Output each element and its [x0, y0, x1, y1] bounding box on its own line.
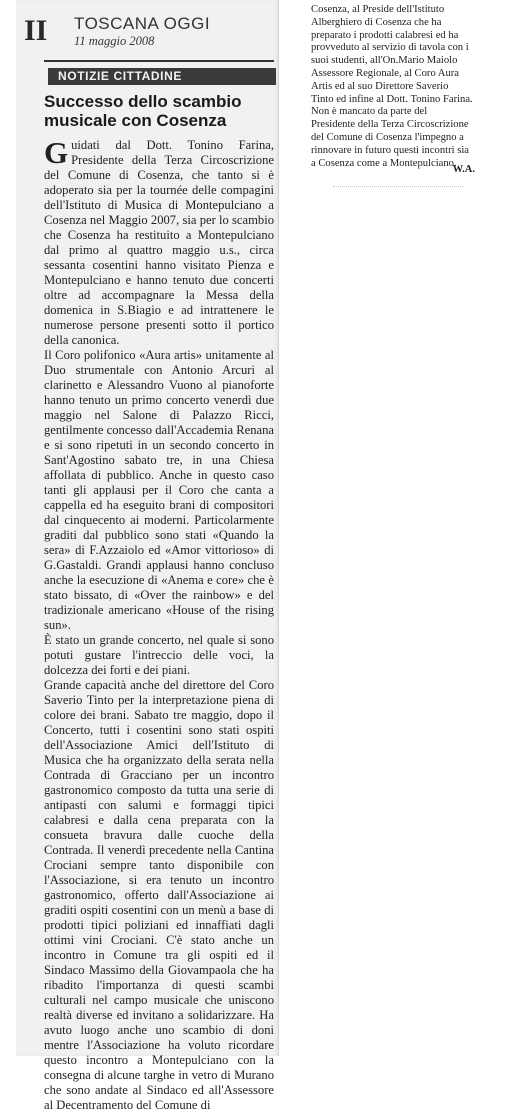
- newspaper-name: TOSCANA OGGI: [74, 14, 211, 33]
- lead-paragraph: [44, 135, 274, 348]
- lead-text: uidati dal Dott. Tonino Farina, Presidente della Terza Circoscrizione del Comune di Cosenza, che tanto si è adoperato sia per la tournée delle compagini dell'Istituto di Musica di Montepulciano a Cosenza nel Maggio 2007, sia per lo scambio che Cosenza ha restituito a Montepulciano dal primo al quattro maggio u.s., circa sessanta cosentini hanno visitato Pienza e Montepulciano e hanno tenuto due concerti oltre ad accompagnare la Messa della domenica in S.Biagio e ad intrattenere le numerose persone presenti sotto il portico della canonica.: [44, 138, 274, 347]
- article-body: [44, 135, 274, 1113]
- body-paragraph: Grande capacità anche del direttore del Coro Saverio Tinto per la interpretazione piena di colore dei brani. Sabato tre maggio, dopo il Concerto, tutti i cosentini sono stati ospiti dell'Associazione Amici dell'Istituto di Musica che ha organizzato della serata nella Contrada di Gracciano per un incontro gastronomico composto da tutta una serie di antipasti con salumi e formaggi tipici calabresi e dalla cena preparata con la consueta bravura dalle cuoche della Contrada. Il venerdì precedente nella Cantina Crociani sempre tanto disponibile con l'Associazione, si era tenuto un incontro gastronomico, offerto dall'Associazione ai graditi ospiti cosentini con un menù a base di prodotti tipici poliziani ed innaffiati dagli ottimi vini Crociani. C'è stato anche un incontro in Comune tra gli ospiti ed il Sindaco Massimo della Giovampaola che ha ribadito l'importanza di questi scambi culturali nel campo musicale che uniscono realtà diverse ed invitano a solidarizzare. Ha avuto luogo anche uno scambio di doni mentre l'Associazione ha voluto ricordare questo incontro a Montepulciano con la consegna di alcune targhe in vetro di Murano che sono andate al Sindaco ed all'Assessore al Decentramento del Comune di: [44, 678, 274, 1112]
- page-number: II: [24, 14, 48, 47]
- body-paragraph: Il Coro polifonico «Aura artis» unitamente al Duo strumentale con Antonio Arcuri al clarinetto e Alessandro Vuono al pianoforte hanno tenuto un primo concerto venerdì due maggio nel Salone di Palazzo Ricci, gentilmente concesso dall'Accademia Renana e si sono ripetuti in un secondo concerto in Sant'Agostino sabato tre, in una Chiesa affollata di pubblico. Anche in questo caso tanti gli applausi per il Coro che canta a cappella ed ha eseguito brani di compositori dal cinquecento ai moderni. Particolarmente graditi dal pubblico sono stati «Quando la sera» di F.Azzaiolo ed «Amor vittorioso» di G.Gastaldi. Grandi applausi hanno concluso anche la esecuzione di «Anema e core» che è stato bissato, di «Over the rainbow» e del tradizionale americano «House of the rising sun».: [44, 348, 274, 632]
- faint-bleed-line: [333, 186, 463, 189]
- drop-cap: G: [44, 135, 69, 170]
- newspaper-clipping-main: [16, 0, 279, 1112]
- continuation-text: Cosenza, al Preside dell'Istituto Alberghiero di Cosenza che ha preparato i prodotti calabresi ed ha provveduto al servizio di tavola con i suoi studenti, all'On.Mario Maiolo Assessore Regionale, al Coro Aura Artis ed al suo Direttore Saverio Tinto ed infine al Dott. Tonino Farina. Non è mancato da parte del Presidente della Terza Circoscrizione del Comune di Cosenza l'impegno a rinnovare in futuro questi incontri sia a Cosenza come a Montepulciano.: [311, 4, 473, 169]
- author-signature: W.A.: [452, 164, 475, 175]
- body-paragraph: È stato un grande concerto, nel quale si sono potuti gustare l'intreccio delle voci, la dolcezza dei forti e dei piani.: [44, 633, 274, 677]
- masthead-rule: [44, 60, 274, 62]
- article-headline: Successo dello scambio musicale con Cosenza: [44, 92, 242, 130]
- issue-date: 11 maggio 2008: [74, 34, 155, 48]
- section-banner: NOTIZIE CITTADINE: [48, 68, 276, 85]
- newspaper-clipping-continuation: [283, 0, 483, 190]
